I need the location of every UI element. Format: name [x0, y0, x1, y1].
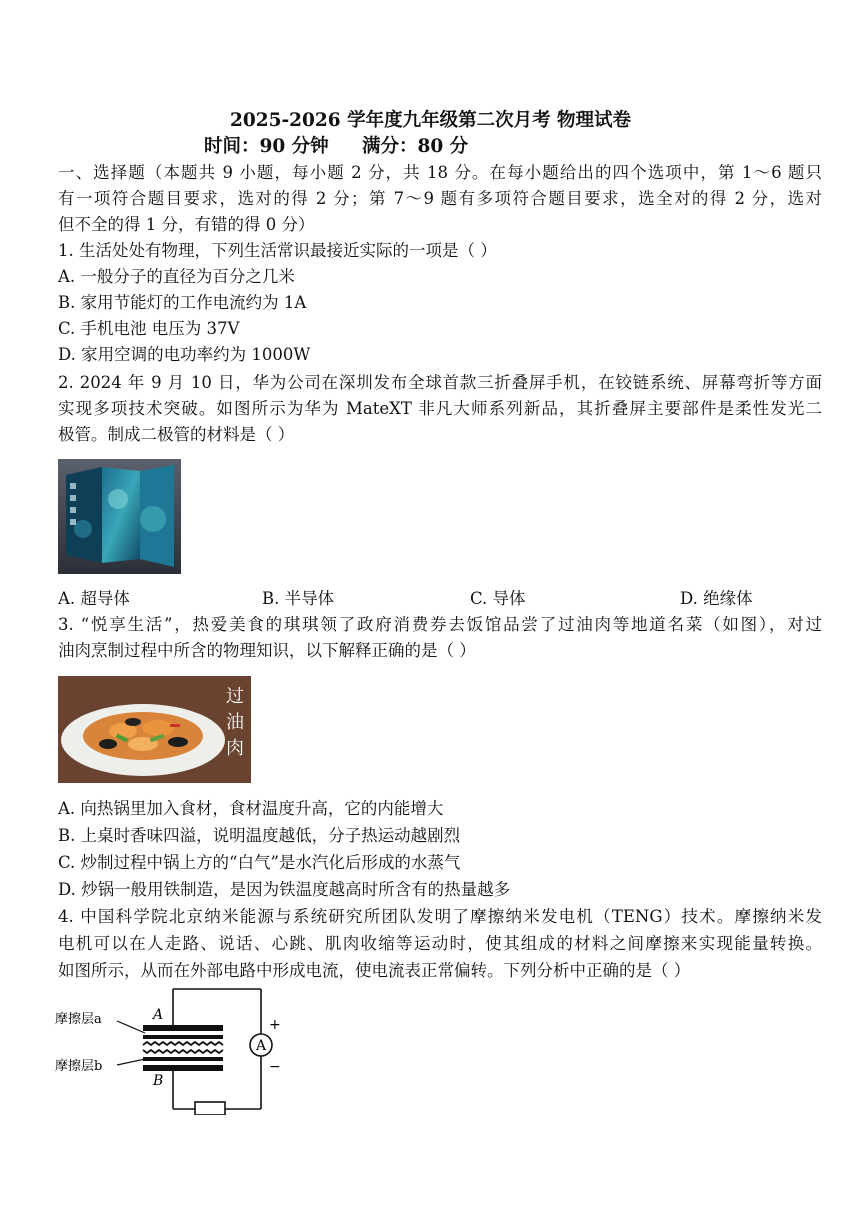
- q3-option-b: B. 上桌时香味四溢，说明温度越低，分子热运动越剧烈: [58, 826, 461, 845]
- q2-stem-line-3: 极管。制成二极管的材料是（ ）: [58, 425, 295, 444]
- label-friction-layer-b: 摩擦层b: [55, 1059, 103, 1074]
- q2-stem-line-2: 实现多项技术突破。如图所示为华为 MateXT 非凡大师系列新品，其折叠屏主要部件是柔性发光二: [58, 399, 822, 418]
- q3-option-d: D. 炒锅一般用铁制造，是因为铁温度越高时所含有的热量越多: [58, 880, 511, 899]
- exam-full-score: 满分：80 分: [362, 136, 469, 157]
- label-a: A: [153, 1007, 164, 1023]
- dish-caption-column: 过油肉: [226, 686, 244, 759]
- q3-stem-line-2: 油肉烹制过程中所含的物理知识，以下解释正确的是（ ）: [58, 641, 476, 660]
- dish-illustration: [58, 676, 251, 783]
- label-friction-layer-a: 摩擦层a: [55, 1012, 102, 1027]
- folding-phone-illustration: [58, 459, 181, 574]
- q3-option-c: C. 炒制过程中锅上方的“白气”是水汽化后形成的水蒸气: [58, 853, 461, 872]
- circuit-svg: [55, 985, 295, 1115]
- q2-option-d: D. 绝缘体: [680, 589, 753, 608]
- label-b: B: [153, 1073, 164, 1089]
- q2-option-b: B. 半导体: [262, 589, 335, 608]
- q2-option-a: A. 超导体: [58, 589, 130, 608]
- ammeter-symbol: A: [255, 1038, 267, 1054]
- resistor: [195, 1102, 225, 1115]
- q1-option-c: C. 手机电池 电压为 37V: [58, 319, 240, 338]
- q4-stem-line-1: 4. 中国科学院北京纳米能源与系统研究所团队发明了摩擦纳米发电机（TENG）技术。摩擦纳米发: [58, 907, 822, 926]
- electrode-b: [143, 1065, 223, 1071]
- minus-sign: −: [269, 1059, 281, 1075]
- q3-option-a: A. 向热锅里加入食材，食材温度升高，它的内能增大: [58, 799, 444, 818]
- section-intro-line-1: 一、选择题（本题共 9 小题，每小题 2 分，共 18 分。在每小题给出的四个选项中，第 1～6 题只: [58, 163, 822, 182]
- section-intro-line-3: 但不全的得 1 分，有错的得 0 分）: [58, 215, 315, 234]
- q4-stem-line-2: 电机可以在人走路、说话、心跳、肌肉收缩等运动时，使其组成的材料之间摩擦来实现能量转换。: [58, 934, 822, 953]
- teng-circuit-diagram: [55, 985, 295, 1115]
- folding-phone-image: [58, 459, 181, 574]
- electrode-a: [143, 1025, 223, 1031]
- q4-stem-line-3: 如图所示，从而在外部电路中形成电流，使电流表正常偏转。下列分析中正确的是（ ）: [58, 961, 691, 980]
- q2-stem-line-1: 2. 2024 年 9 月 10 日，华为公司在深圳发布全球首款三折叠屏手机，在铰链系统、屏幕弯折等方面: [58, 373, 822, 392]
- q2-option-c: C. 导体: [470, 589, 526, 608]
- exam-title: 2025-2026 学年度九年级第二次月考 物理试卷: [230, 110, 632, 131]
- plus-sign: +: [269, 1017, 281, 1033]
- exam-time: 时间：90 分钟: [204, 136, 329, 157]
- q1-stem: 1. 生活处处有物理，下列生活常识最接近实际的一项是（ ）: [58, 241, 497, 260]
- section-intro-line-2: 有一项符合题目要求，选对的得 2 分；第 7～9 题有多项符合题目要求，选全对的得 2 分，选对: [58, 189, 822, 208]
- guoyourou-dish-image: [58, 676, 251, 783]
- q1-option-d: D. 家用空调的电功率约为 1000W: [58, 345, 311, 364]
- q1-option-b: B. 家用节能灯的工作电流约为 1A: [58, 293, 307, 312]
- q3-stem-line-1: 3. “悦享生活”，热爱美食的琪琪领了政府消费券去饭馆品尝了过油肉等地道名菜（如图），对过: [58, 615, 822, 634]
- q1-option-a: A. 一般分子的直径为百分之几米: [58, 267, 295, 286]
